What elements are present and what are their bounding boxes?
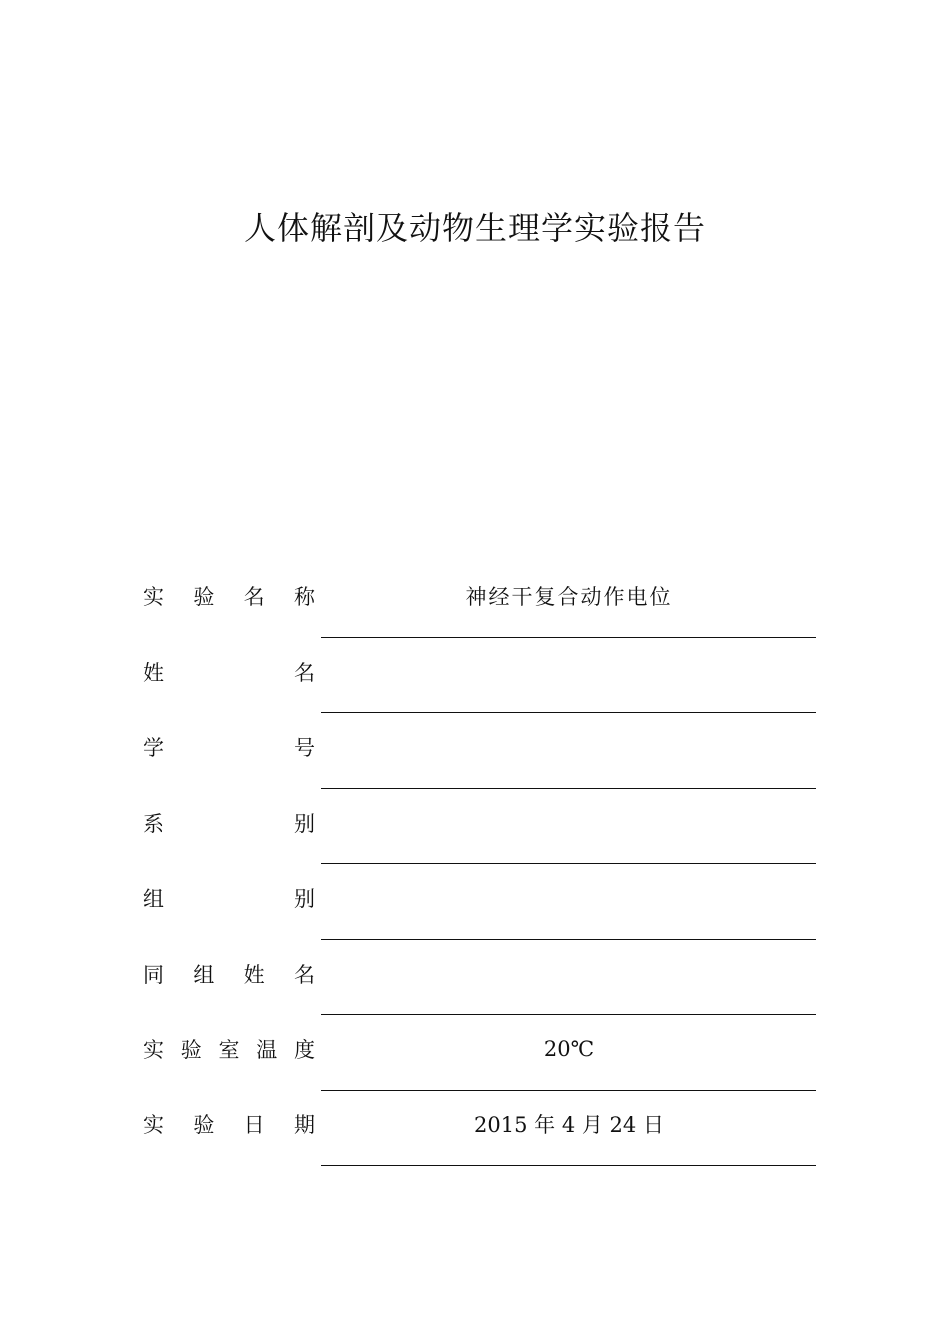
field-value-experiment-date[interactable]: 2015 年 4 月 24 日 — [474, 1113, 664, 1137]
form-row-group — [0, 878, 950, 954]
label-char: 组 — [143, 887, 164, 911]
label-char: 验 — [193, 585, 215, 609]
field-value-group-members[interactable] — [322, 954, 816, 994]
label-char: 名 — [243, 585, 265, 609]
field-value-experiment-name[interactable]: 神经干复合动作电位 — [465, 585, 673, 609]
label-char: 姓 — [143, 661, 164, 685]
label-char: 度 — [294, 1038, 315, 1062]
field-label-department — [143, 803, 315, 843]
report-title: 人体解剖及动物生理学实验报告 — [243, 209, 706, 247]
field-label-lab-temperature — [143, 1029, 315, 1069]
field-underline — [321, 637, 816, 638]
label-char: 号 — [294, 736, 315, 760]
form-row-group-members — [0, 954, 950, 1030]
label-char: 同 — [143, 963, 164, 987]
field-underline — [321, 1090, 816, 1091]
form-row-experiment-date — [0, 1104, 950, 1180]
form-row-experiment-name — [0, 576, 950, 652]
field-label-experiment-name — [143, 576, 315, 616]
label-char: 室 — [218, 1038, 240, 1062]
label-char: 验 — [180, 1038, 202, 1062]
field-underline — [321, 712, 816, 713]
label-char: 温 — [256, 1038, 278, 1062]
form-row-department — [0, 803, 950, 879]
field-value-group[interactable] — [322, 878, 816, 918]
field-underline — [321, 1014, 816, 1015]
field-underline — [321, 939, 816, 940]
label-char: 名 — [293, 963, 315, 987]
label-char: 实 — [143, 1038, 164, 1062]
label-char: 实 — [143, 1113, 164, 1137]
field-underline — [321, 863, 816, 864]
field-label-group — [143, 878, 315, 918]
label-char: 系 — [143, 812, 164, 836]
label-char: 实 — [143, 585, 164, 609]
label-char: 姓 — [243, 963, 265, 987]
field-value-department[interactable] — [322, 803, 816, 843]
form-row-student-id — [0, 727, 950, 803]
field-value-student-id[interactable] — [322, 727, 816, 767]
label-char: 组 — [193, 963, 215, 987]
label-char: 称 — [293, 585, 315, 609]
label-char: 验 — [193, 1113, 215, 1137]
field-value-name[interactable] — [322, 652, 816, 692]
field-value-lab-temperature[interactable]: 20℃ — [543, 1037, 595, 1061]
field-label-name — [143, 652, 315, 692]
label-char: 期 — [293, 1113, 315, 1137]
field-label-group-members — [143, 954, 315, 994]
field-underline — [321, 1165, 816, 1166]
label-char: 日 — [243, 1113, 265, 1137]
field-underline — [321, 788, 816, 789]
form-row-lab-temperature — [0, 1029, 950, 1105]
field-label-experiment-date — [143, 1104, 315, 1144]
label-char: 名 — [294, 661, 315, 685]
field-label-student-id — [143, 727, 315, 767]
form-row-name — [0, 652, 950, 728]
label-char: 别 — [294, 812, 315, 836]
label-char: 学 — [143, 736, 164, 760]
label-char: 别 — [294, 887, 315, 911]
